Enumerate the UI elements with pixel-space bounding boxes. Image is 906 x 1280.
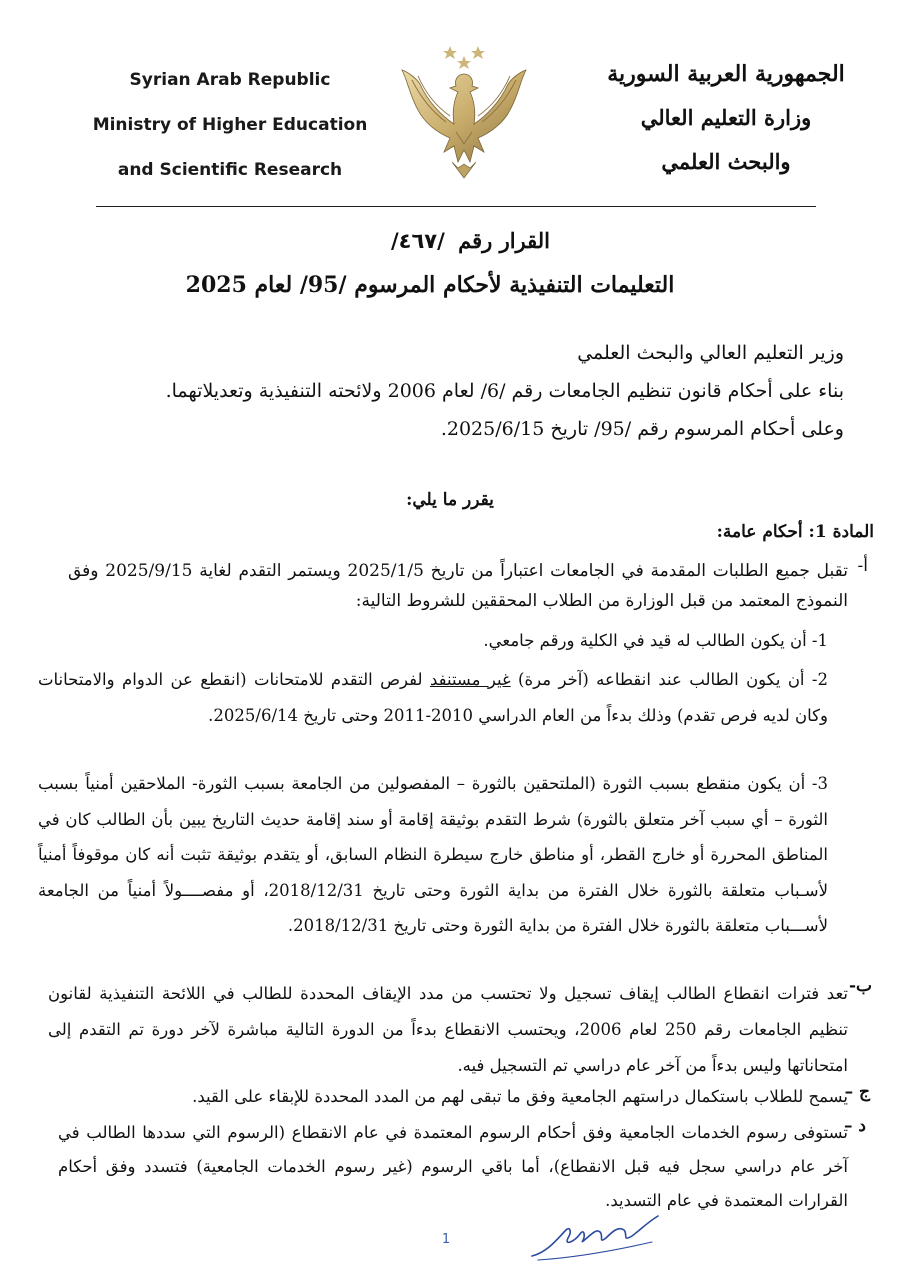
clause-b-text: تعد فترات انقطاع الطالب إيقاف تسجيل ولا تحتسب من مدد الإيقاف المحددة للطالب في اللائحة التنفيذية لقانون تنظيم الجامعات رقم 250 لعام 2006، ويحتسب الانقطاع بدءاً من الدورة التالية مباشرة لآخر دورة تم التقدم إلى امتحاناتها وليس بدءاً من آخر عام دراسي تم التسجيل فيه. (48, 984, 848, 1075)
header-arabic (606, 52, 846, 184)
condition-2-end: لفرص التقدم للامتحانات (انقطع عن الدوام والامتحانات وكان لديه فرص تقدم) وذلك بدءاً من العام الدراسي 2010-2011 وحتى تاريخ 2025/6/14. (38, 670, 828, 725)
condition-2-start: 2- أن يكون الطالب عند انقطاعه (آخر مرة) (510, 670, 829, 689)
decision-number: /٤٦٧/ (391, 229, 445, 253)
condition-2-underlined: غير مستنفد (429, 670, 511, 689)
header-en-line-1: Syrian Arab Republic (129, 70, 331, 90)
decision-title: التعليمات التنفيذية لأحكام المرسوم /95/ لعام 2025 (185, 272, 675, 298)
eagle-emblem-icon (398, 40, 530, 190)
clause-d-mark: د – (844, 1116, 866, 1136)
header-en-line-3: and Scientific Research (117, 160, 343, 180)
condition-2 (38, 662, 828, 734)
clause-c-mark: ج – (844, 1082, 870, 1102)
header-divider (96, 206, 816, 207)
clause-a-mark: أ- (857, 556, 868, 576)
header-ar-line-3: والبحث العلمي (661, 149, 791, 174)
clause-a-text: تقبل جميع الطلبات المقدمة في الجامعات اعتباراً من تاريخ 2025/1/5 ويستمر التقدم لغاية 2025/9/15 وفق النموذج المعتمد من قبل الوزارة من الطلاب المحققين للشروط التالية: (68, 561, 848, 611)
condition-1: 1- أن يكون الطالب له قيد في الكلية ورقم جامعي. (483, 631, 828, 650)
clause-b-mark: ب- (848, 976, 872, 996)
header-ar-line-1: الجمهورية العربية السورية (607, 61, 845, 87)
clause-c-text: يسمح للطلاب باستكمال دراستهم الجامعية وفق ما تبقى لهم من المدد المحددة للإبقاء على القيد. (192, 1087, 848, 1106)
decides-heading: يقرر ما يلي: (406, 490, 494, 510)
clause-d-text: تستوفى رسوم الخدمات الجامعية وفق أحكام الرسوم المعتمدة في عام الانقطاع (الرسوم التي سددها الطالب في آخر عام دراسي سجل فيه قبل الانقطاع)، أما باقي الرسوم (غير رسوم الخدمات الجامعية) فتسدد وفق أحكام القرارات المعتمدة في عام التسديد. (58, 1123, 848, 1210)
header-english (70, 58, 390, 193)
preamble-line-2: بناء على أحكام قانون تنظيم الجامعات رقم /6/ لعام 2006 ولائحته التنفيذية وتعديلاتهما. (165, 380, 844, 402)
header-en-line-2: Ministry of Higher Education (92, 115, 368, 135)
handwritten-signature (528, 1208, 668, 1268)
preamble (84, 334, 844, 448)
condition-3: 3- أن يكون منقطع بسبب الثورة (الملتحقين بالثورة – المفصولين من الجامعة بسبب الثورة- الملاحقين أمنياً بسبب الثورة – أي سبب آخر متعلق بالثورة) شرط التقدم بوثيقة إقامة أو سند إقامة حديث التاريخ يبين بأن الطالب كان في المناطق المحررة أو خارج القطر، أو مناطق خارج سيطرة النظام السابق، أو يتقدم بوثيقة تثبت أنه كان موقوفاً أمنياً لأسـباب متعلقة بالثورة خلال الفترة من بداية الثورة وحتى تاريخ 2018/12/31، أو مفصــــولاً أمنياً من الجامعة لأســـباب متعلقة بالثورة خلال الفترة من بداية الثورة وحتى تاريخ 2018/12/31. (38, 774, 829, 935)
page-number: 1 (441, 1232, 451, 1247)
header-ar-line-2: وزارة التعليم العالي (640, 105, 812, 130)
article-1-heading: المادة 1: أحكام عامة: (716, 522, 874, 542)
preamble-line-1: وزير التعليم العالي والبحث العلمي (577, 342, 844, 364)
preamble-line-3: وعلى أحكام المرسوم رقم /95/ تاريخ 2025/6/15. (440, 418, 844, 440)
decision-label: القرار رقم (458, 228, 550, 253)
decision-number-line (330, 228, 550, 253)
